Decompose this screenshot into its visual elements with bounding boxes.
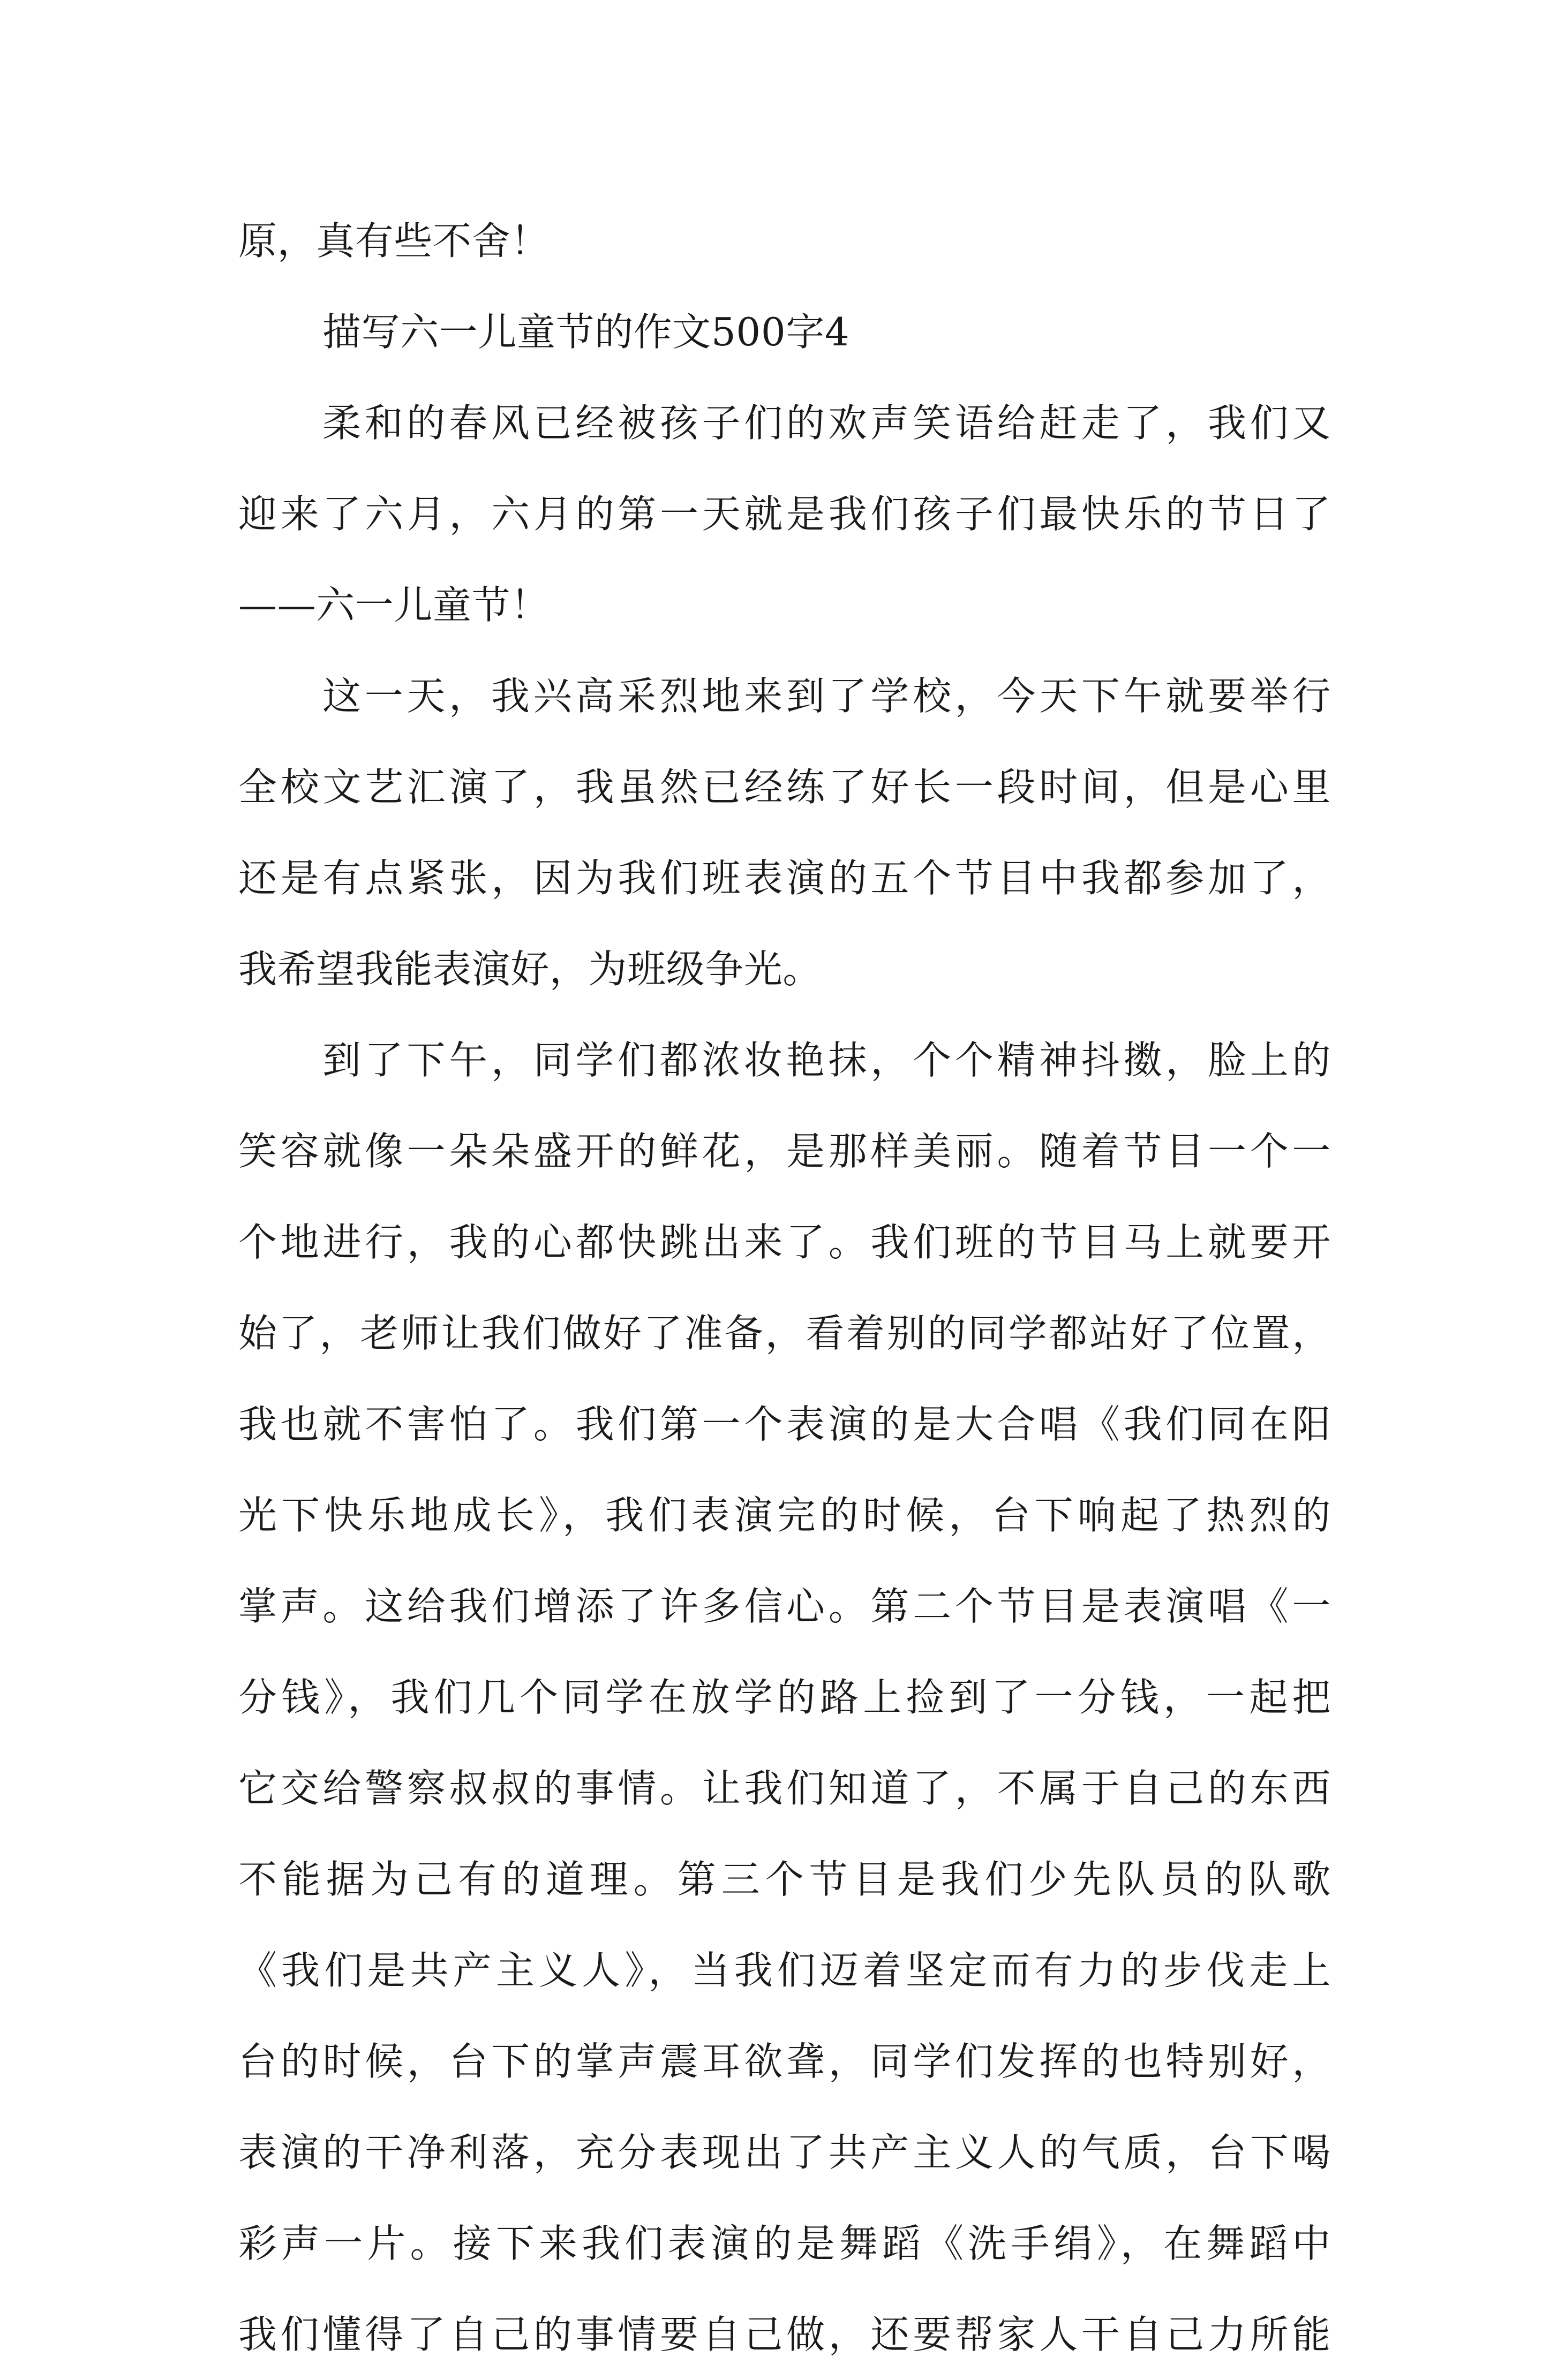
text-line: 掌声。这给我们增添了许多信心。第二个节目是表演唱《一 (238, 1584, 1331, 1629)
text-line: 我们懂得了自己的事情要自己做，还要帮家人干自己力所能 (238, 2312, 1331, 2357)
text-line: 我也就不害怕了。我们第一个表演的是大合唱《我们同在阳 (238, 1402, 1331, 1447)
text-line: 表演的干净利落，充分表现出了共产主义人的气质，台下喝 (238, 2130, 1331, 2175)
document-body (238, 195, 1331, 2380)
text-line: 它交给警察叔叔的事情。让我们知道了，不属于自己的东西 (238, 1766, 1331, 1811)
text-line: 始了，老师让我们做好了准备，看着别的同学都站好了位置， (238, 1311, 1331, 1356)
text-line: 迎来了六月，六月的第一天就是我们孩子们最快乐的节日了 (238, 492, 1331, 537)
text-line: 原，真有些不舍！ (238, 218, 550, 263)
text-line: 光下快乐地成长》，我们表演完的时候，台下响起了热烈的 (238, 1493, 1331, 1538)
text-line: 全校文艺汇演了，我虽然已经练了好长一段时间，但是心里 (238, 765, 1331, 810)
text-line: 柔和的春风已经被孩子们的欢声笑语给赶走了，我们又 (322, 401, 1331, 445)
text-line: 不能据为己有的道理。第三个节目是我们少先队员的队歌 (238, 1857, 1331, 1902)
text-line: 到了下午，同学们都浓妆艳抹，个个精神抖擞，脸上的 (322, 1038, 1331, 1083)
text-line: 还是有点紧张，因为我们班表演的五个节目中我都参加了， (238, 856, 1331, 901)
text-line: ——六一儿童节！ (238, 583, 550, 628)
text-line: 分钱》，我们几个同学在放学的路上捡到了一分钱，一起把 (238, 1675, 1331, 1720)
text-line: 《我们是共产主义人》，当我们迈着坚定而有力的步伐走上 (238, 1948, 1331, 1993)
text-line: 彩声一片。接下来我们表演的是舞蹈《洗手绢》，在舞蹈中 (238, 2221, 1331, 2266)
text-line: 台的时候，台下的掌声震耳欲聋，同学们发挥的也特别好， (238, 2039, 1331, 2084)
text-line: 个地进行，我的心都快跳出来了。我们班的节目马上就要开 (238, 1220, 1331, 1265)
text-line: 这一天，我兴高采烈地来到了学校，今天下午就要举行 (322, 674, 1331, 719)
text-line: 我希望我能表演好，为班级争光。 (238, 947, 822, 992)
text-line: 笑容就像一朵朵盛开的鲜花，是那样美丽。随着节目一个一 (238, 1129, 1331, 1174)
essay-heading: 描写六一儿童节的作文500字4 (322, 309, 850, 354)
